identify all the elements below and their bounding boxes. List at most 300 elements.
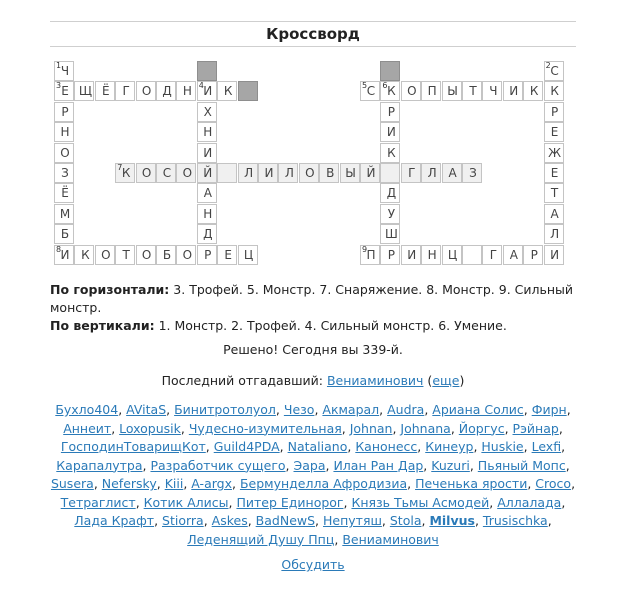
solvers-line (40, 457, 586, 476)
separator: , (424, 402, 433, 417)
grid-cell[interactable] (544, 102, 564, 122)
cell-letter: К (550, 84, 559, 99)
grid-cell[interactable] (197, 122, 217, 142)
grid-cell[interactable] (95, 81, 115, 101)
grid-cell[interactable] (74, 245, 94, 265)
cell-letter: А (448, 166, 457, 180)
solved-message: Решено! Сегодня вы 339-й. (223, 342, 403, 357)
separator: , (341, 420, 350, 436)
grid-cell[interactable] (54, 224, 74, 244)
more-link[interactable]: еще (432, 373, 460, 388)
grid-cell[interactable] (54, 163, 74, 183)
paren-open: ( (423, 373, 433, 388)
cell-letter: Р (387, 247, 396, 262)
grid-cell[interactable] (482, 245, 502, 265)
separator: , (523, 402, 532, 417)
separator: , (247, 513, 256, 528)
separator: , (111, 420, 120, 436)
grid-cell[interactable] (544, 61, 564, 81)
solvers-line (40, 512, 586, 531)
separator: , (504, 420, 513, 436)
grid-cell[interactable] (544, 183, 564, 203)
cell-letter: Ц (447, 247, 458, 262)
grid-block (380, 61, 400, 81)
solver-link[interactable]: Тетраглист (60, 494, 136, 510)
cell-number: 9 (362, 244, 368, 254)
solver-link[interactable]: Илан Ран Дар (333, 457, 424, 473)
cell-letter: Р (550, 104, 559, 119)
cell-letter: Ш (384, 227, 398, 242)
cell-letter: Е (550, 166, 559, 180)
cell-letter: О (101, 247, 111, 262)
cell-letter: Т (550, 186, 559, 201)
cell-letter: О (305, 166, 315, 180)
solvers-line (40, 420, 586, 439)
cell-letter: Ы (447, 84, 458, 99)
solver-link[interactable]: Аллалада (497, 494, 562, 510)
cell-letter: И (509, 84, 519, 99)
cell-letter: И (203, 84, 213, 99)
cell-letter: Й (203, 166, 213, 180)
solver-link[interactable]: Susera (50, 476, 94, 491)
solver-link[interactable]: Чудесно-изумительная (188, 420, 342, 436)
cell-letter: Х (203, 104, 212, 119)
cell-letter: Ё (61, 186, 69, 201)
solver-link[interactable]: Непутяш (323, 513, 382, 528)
separator: , (275, 402, 284, 417)
solver-link[interactable]: Аннеит (63, 420, 112, 436)
grid-cell[interactable] (503, 245, 523, 265)
separator: , (228, 494, 237, 510)
grid-cell[interactable] (54, 61, 74, 81)
grid-cell[interactable] (360, 81, 380, 101)
grid-cell-empty[interactable] (217, 163, 237, 183)
grid-cell[interactable] (401, 81, 421, 101)
grid-cell[interactable] (176, 163, 196, 183)
solver-link[interactable]: Фирн (531, 402, 567, 417)
solver-link[interactable]: AVitaS (126, 402, 167, 417)
grid-cell[interactable] (197, 224, 217, 244)
grid-cell[interactable] (115, 245, 135, 265)
cell-number: 4 (198, 81, 204, 91)
grid-cell[interactable] (217, 81, 237, 101)
solver-link[interactable]: A-argx (191, 476, 232, 491)
separator: , (423, 457, 432, 473)
solver-link[interactable]: Johnan (349, 420, 393, 436)
separator: , (450, 420, 459, 436)
cell-letter: Л (244, 166, 254, 180)
separator: , (156, 476, 165, 491)
clues-across-text: 3. Трофей. 5. Монстр. 7. Снаряжение. 8. Монстр. 9. Сильный монстр. (50, 282, 574, 315)
grid-cell[interactable] (544, 143, 564, 163)
clues-down-label: По вертикали: (50, 318, 155, 333)
grid-cell[interactable] (360, 163, 380, 183)
solver-link[interactable]: Ариана Солис (432, 402, 524, 417)
solver-link[interactable]: Вениаминович (342, 531, 439, 547)
solvers-line (40, 438, 586, 457)
grid-cell[interactable] (544, 122, 564, 142)
cell-number: 2 (545, 61, 551, 70)
grid-cell[interactable] (136, 81, 156, 101)
grid-cell[interactable] (197, 245, 217, 265)
separator: , (473, 439, 482, 454)
grid-cell[interactable] (54, 143, 74, 163)
cell-letter: Н (203, 206, 213, 221)
cell-letter: Р (61, 104, 69, 119)
cell-letter: О (141, 166, 152, 180)
solver-link[interactable]: Nefersky (101, 476, 157, 491)
grid-cell[interactable] (54, 102, 74, 122)
grid-cell[interactable] (54, 245, 74, 265)
cell-letter: И (203, 145, 213, 160)
cell-letter: К (529, 84, 539, 99)
separator: , (417, 439, 426, 454)
cell-letter: З (61, 166, 69, 180)
grid-cell[interactable] (380, 143, 400, 163)
solver-link[interactable]: Loxopusik (119, 420, 181, 436)
solver-link[interactable]: Lexfi (531, 439, 562, 454)
separator: , (407, 476, 416, 491)
grid-cell[interactable] (523, 245, 543, 265)
separator: , (180, 420, 189, 436)
cell-letter: И (264, 166, 274, 180)
cell-letter: К (223, 84, 233, 99)
cell-letter: С (366, 84, 376, 99)
solver-link[interactable]: Эара (293, 457, 326, 473)
cell-letter: У (387, 206, 396, 221)
clues-down-text: 1. Монстр. 2. Трофей. 4. Сильный монстр. 6. Умение. (158, 318, 507, 333)
grid-cell[interactable] (217, 245, 237, 265)
solver-link[interactable]: Бинитротолуол (174, 402, 276, 417)
grid-cell[interactable] (54, 81, 74, 101)
grid-cell[interactable] (156, 245, 176, 265)
solver-link[interactable]: Stiorra (162, 513, 204, 528)
cell-letter: В (326, 166, 335, 180)
grid-cell[interactable] (54, 204, 74, 224)
page-title: Кроссворд (266, 25, 360, 43)
cell-letter: К (81, 247, 90, 262)
solver-link[interactable]: Audra (387, 402, 425, 417)
cell-letter: Щ (78, 84, 92, 99)
separator: , (315, 513, 323, 528)
separator: , (93, 476, 102, 491)
grid-cell[interactable] (360, 245, 380, 265)
solver-link[interactable]: ГосподинТоварищКот (60, 439, 206, 454)
separator: , (334, 531, 343, 547)
grid-cell[interactable] (401, 245, 421, 265)
solvers-line (40, 494, 586, 513)
separator: , (183, 476, 192, 491)
grid-cell[interactable] (421, 163, 441, 183)
cell-letter: М (59, 206, 71, 221)
solver-link[interactable]: Разработчик сущего (150, 457, 286, 473)
cell-letter: К (121, 166, 131, 180)
solver-link[interactable]: Croco (535, 476, 572, 491)
grid-cell[interactable] (544, 204, 564, 224)
solvers-line (40, 531, 586, 550)
clues-across (50, 281, 580, 317)
solver-link[interactable]: Леденящий Душу Ппц (187, 531, 335, 547)
separator: , (571, 476, 576, 491)
separator: , (469, 457, 478, 473)
solver-link[interactable]: Питер Единорог (236, 494, 344, 510)
grid-cell[interactable] (54, 122, 74, 142)
cell-letter: О (60, 145, 70, 160)
separator: , (523, 439, 532, 454)
cell-letter: П (427, 84, 437, 99)
grid-cell[interactable] (421, 81, 441, 101)
solvers-line (40, 401, 586, 420)
grid-cell[interactable] (421, 245, 441, 265)
separator: , (381, 513, 390, 528)
grid-cell[interactable] (258, 163, 278, 183)
cell-letter: Ы (345, 166, 356, 180)
grid-cell[interactable] (380, 183, 400, 203)
separator: , (565, 457, 570, 473)
grid-cell[interactable] (442, 245, 462, 265)
grid-cell[interactable] (74, 81, 94, 101)
solver-link[interactable]: Печенька ярости (415, 476, 528, 491)
paren-close: ) (459, 373, 465, 388)
cell-letter: К (387, 84, 396, 99)
grid-cell-empty[interactable] (462, 245, 482, 265)
solver-link[interactable]: Лада Крафт (74, 513, 155, 528)
separator: , (392, 420, 401, 436)
cell-letter: И (386, 125, 396, 140)
grid-cell[interactable] (176, 245, 196, 265)
grid-cell[interactable] (115, 163, 135, 183)
cell-letter: Д (386, 186, 397, 201)
grid-cell[interactable] (238, 163, 258, 183)
separator: , (561, 439, 566, 454)
last-solver (40, 373, 586, 388)
grid-cell[interactable] (401, 163, 421, 183)
grid-cell[interactable] (176, 81, 196, 101)
separator: , (343, 494, 352, 510)
cell-letter: Ч (60, 64, 70, 78)
cell-letter: Е (550, 125, 559, 140)
grid-cell[interactable] (442, 81, 462, 101)
grid-cell[interactable] (380, 245, 400, 265)
cell-letter: А (203, 186, 212, 201)
cell-letter: Ж (548, 145, 562, 160)
grid-cell[interactable] (482, 81, 502, 101)
separator: , (347, 439, 356, 454)
grid-cell[interactable] (544, 224, 564, 244)
solver-link[interactable]: Nataliano (287, 439, 348, 454)
solver-link[interactable]: Johnana (400, 420, 451, 436)
grid-cell[interactable] (340, 163, 360, 183)
grid-block (238, 81, 258, 101)
solver-link[interactable]: Карапалутра (56, 457, 143, 473)
separator: , (566, 402, 571, 417)
cell-number: 1 (56, 61, 62, 70)
cell-letter: О (407, 84, 417, 99)
grid-cell[interactable] (197, 183, 217, 203)
cell-letter: Т (469, 84, 477, 99)
cell-letter: О (182, 247, 193, 262)
separator: , (527, 476, 536, 491)
separator: , (325, 457, 334, 473)
cell-letter: И (60, 247, 70, 262)
cell-letter: Г (122, 84, 130, 99)
separator: , (279, 439, 288, 454)
grid-cell[interactable] (380, 204, 400, 224)
separator: , (561, 494, 566, 510)
solver-link[interactable]: Guild4PDA (213, 439, 280, 454)
cell-number: 5 (362, 81, 368, 91)
cell-letter: Д (162, 84, 172, 99)
cell-letter: С (550, 64, 559, 78)
cell-letter: Е (61, 84, 69, 99)
solver-link[interactable]: Рэйнар (512, 420, 559, 436)
grid-cell[interactable] (197, 81, 217, 101)
grid-cell[interactable] (319, 163, 339, 183)
grid-cell[interactable] (380, 81, 400, 101)
solver-link[interactable]: Stola (389, 513, 422, 528)
cell-letter: А (509, 247, 518, 262)
cell-number: 3 (56, 81, 62, 91)
clues-down (50, 317, 580, 335)
grid-cell-empty[interactable] (380, 163, 400, 183)
grid-cell[interactable] (462, 163, 482, 183)
cell-letter: Л (427, 166, 437, 180)
cell-number: 8 (56, 244, 62, 254)
grid-cell[interactable] (197, 102, 217, 122)
grid-cell[interactable] (95, 245, 115, 265)
grid-cell[interactable] (544, 245, 564, 265)
cell-letter: О (141, 247, 152, 262)
cell-letter: Л (550, 227, 560, 242)
cell-letter: Г (408, 166, 416, 180)
cell-letter: Е (224, 247, 232, 262)
cell-letter: С (162, 166, 172, 180)
grid-cell[interactable] (544, 81, 564, 101)
solver-link[interactable]: Чезо (283, 402, 315, 417)
solver-link[interactable]: Huskie (481, 439, 524, 454)
grid-cell[interactable] (54, 183, 74, 203)
separator: , (154, 513, 163, 528)
cell-number: 7 (117, 163, 123, 172)
cell-letter: Н (182, 84, 192, 99)
grid-cell[interactable] (156, 81, 176, 101)
grid-cell[interactable] (238, 245, 258, 265)
solver-link[interactable]: Пьяный Мопс (477, 457, 566, 473)
separator: , (547, 513, 552, 528)
grid-cell[interactable] (136, 245, 156, 265)
cell-letter: О (141, 84, 152, 99)
grid-cell[interactable] (197, 204, 217, 224)
separator: , (379, 402, 388, 417)
separator: , (118, 402, 127, 417)
cell-letter: Б (162, 247, 172, 262)
grid-cell[interactable] (523, 81, 543, 101)
grid-cell[interactable] (442, 163, 462, 183)
separator: , (203, 513, 212, 528)
separator: , (421, 513, 430, 528)
separator: , (314, 402, 323, 417)
solver-link[interactable]: Канонесс (355, 439, 418, 454)
separator: , (205, 439, 214, 454)
separator: , (166, 402, 175, 417)
separator: , (231, 476, 240, 491)
cell-number: 6 (382, 81, 388, 91)
solver-link[interactable]: Kiii (164, 476, 184, 491)
cell-letter: Р (204, 247, 212, 262)
crossword-grid (0, 0, 621, 280)
cell-letter: П (366, 247, 376, 262)
cell-letter: О (182, 166, 193, 180)
solver-link[interactable]: Milvus (429, 513, 475, 528)
cell-letter: Ц (243, 247, 254, 262)
grid-cell[interactable] (197, 143, 217, 163)
cell-letter: А (550, 206, 559, 221)
separator: , (135, 494, 144, 510)
cell-letter: З (469, 166, 477, 180)
cell-letter: Г (489, 247, 498, 262)
clues-across-label: По горизонтали: (50, 282, 170, 297)
solver-link[interactable]: Бермунделла Афродизиа (239, 476, 408, 491)
separator: , (558, 420, 563, 436)
grid-cell[interactable] (544, 163, 564, 183)
grid-cell[interactable] (380, 224, 400, 244)
grid-cell[interactable] (299, 163, 319, 183)
grid-cell[interactable] (115, 81, 135, 101)
solver-link[interactable]: Князь Тьмы Асмодей (351, 494, 490, 510)
cell-letter: К (387, 145, 396, 160)
cell-letter: И (407, 247, 417, 262)
solver-link[interactable]: Kuzuri (431, 457, 470, 473)
cell-letter: Д (203, 227, 213, 242)
cell-letter: Н (203, 125, 213, 140)
grid-cell[interactable] (156, 163, 176, 183)
solver-link[interactable]: Askes (211, 513, 248, 528)
discuss-link[interactable]: Обсудить (281, 557, 345, 572)
discuss-wrap (40, 557, 586, 572)
solver-link[interactable]: Котик Алисы (143, 494, 229, 510)
cell-letter: Л (284, 166, 294, 180)
solvers-list (40, 401, 586, 549)
cell-letter: Ё (102, 84, 110, 99)
cell-letter: И (550, 247, 560, 262)
cell-letter: Ч (489, 84, 498, 99)
cell-letter: Н (60, 125, 70, 140)
cell-letter: Р (387, 104, 396, 119)
grid-cell[interactable] (278, 163, 298, 183)
grid-cell[interactable] (136, 163, 156, 183)
grid-cell[interactable] (503, 81, 523, 101)
solvers-line (40, 475, 586, 494)
solver-link[interactable]: BadNewS (255, 513, 316, 528)
separator: , (142, 457, 151, 473)
solver-link[interactable]: Бухло404 (55, 402, 119, 417)
last-solver-link[interactable]: Вениаминович (326, 373, 424, 388)
last-solver-label: Последний отгадавший: (161, 373, 323, 388)
cell-letter: Р (530, 247, 538, 262)
grid-cell[interactable] (197, 163, 217, 183)
separator: , (474, 513, 483, 528)
grid-cell[interactable] (380, 122, 400, 142)
separator: , (285, 457, 294, 473)
cell-letter: Т (122, 247, 130, 262)
solver-link[interactable]: Йоргус (458, 420, 505, 436)
solver-link[interactable]: Акмарал (322, 402, 380, 417)
grid-cell[interactable] (462, 81, 482, 101)
solver-link[interactable]: Trusischka (482, 513, 548, 528)
grid-block (197, 61, 217, 81)
solver-link[interactable]: Кинеур (425, 439, 474, 454)
grid-cell[interactable] (380, 102, 400, 122)
